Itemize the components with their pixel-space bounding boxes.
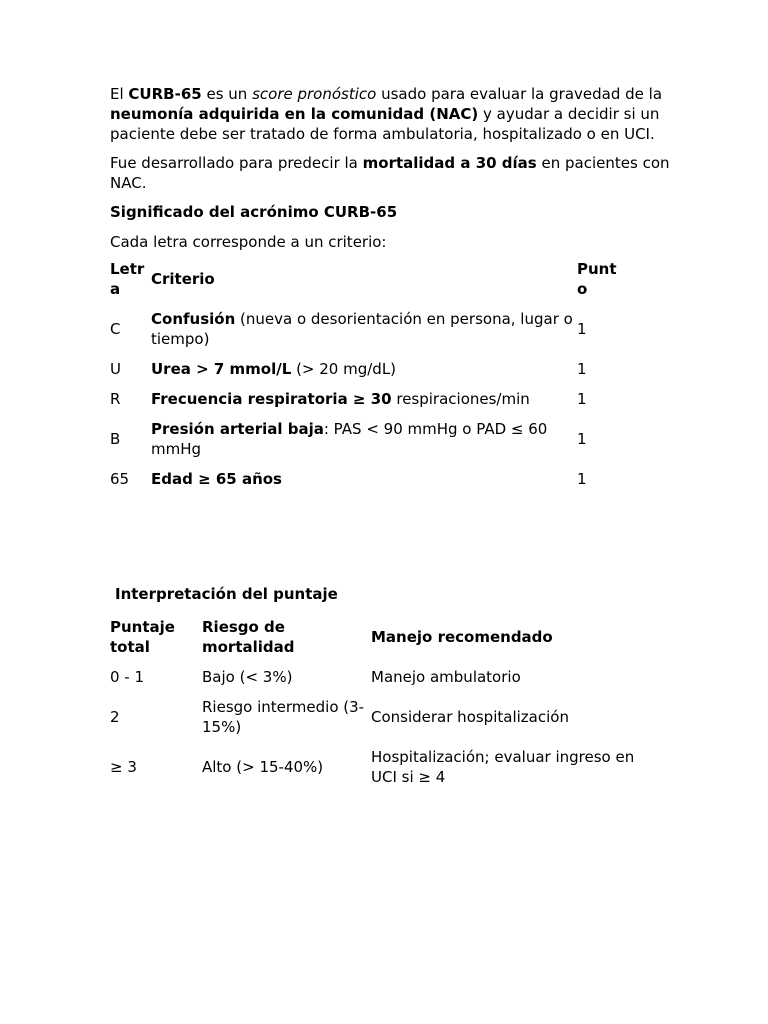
criterio-cell <box>151 384 577 414</box>
riesgo-cell: Alto (> 15-40%) <box>202 758 324 776</box>
table-row <box>110 742 661 792</box>
interpretation-table <box>110 612 661 792</box>
punto-cell: 1 <box>577 360 587 378</box>
punto-cell: 1 <box>577 470 587 488</box>
punto-cell: 1 <box>577 390 587 408</box>
mortality-bold: mortalidad a 30 días <box>362 154 537 172</box>
letra-cell: 65 <box>110 470 130 488</box>
criterio-bold: Edad ≥ 65 años <box>151 470 282 488</box>
letra-cell: R <box>110 390 121 408</box>
header-manejo: Manejo recomendado <box>371 628 553 646</box>
purpose-paragraph <box>110 153 670 193</box>
text-run: Fue desarrollado para predecir la <box>110 154 363 172</box>
criteria-table <box>110 254 623 494</box>
curb65-bold: CURB-65 <box>128 85 202 103</box>
interpretation-heading: Interpretación del puntaje <box>115 585 338 603</box>
text-run: en pacientes con NAC. <box>110 154 670 192</box>
table-header-row <box>110 254 623 304</box>
table-row <box>110 384 623 414</box>
table-row <box>110 414 623 464</box>
table-header-row <box>110 612 661 662</box>
criterio-rest: (nueva o desorientación en persona, lugar o tiempo) <box>151 310 573 348</box>
riesgo-cell: Riesgo intermedio (3-15%) <box>202 698 365 736</box>
criterio-rest: : PAS < 90 mmHg o PAD ≤ 60 mmHg <box>151 420 548 458</box>
criterio-bold: Confusión <box>151 310 236 328</box>
criterio-bold: Urea > 7 mmol/L <box>151 360 292 378</box>
criterio-cell <box>151 464 577 494</box>
table-row <box>110 354 623 384</box>
criterio-rest: respiraciones/min <box>391 390 530 408</box>
manejo-cell: Hospitalización; evaluar ingreso en UCI si ≥ 4 <box>371 748 635 786</box>
punto-cell: 1 <box>577 320 587 338</box>
letra-cell: C <box>110 320 121 338</box>
criterio-bold: Presión arterial baja <box>151 420 324 438</box>
text-run: es un <box>201 85 253 103</box>
text-run: El <box>110 85 129 103</box>
score-italic: score pronóstico <box>252 85 377 103</box>
intro-paragraph <box>110 84 670 144</box>
table-row <box>110 304 623 354</box>
letra-cell: U <box>110 360 121 378</box>
puntaje-cell: 0 - 1 <box>110 668 145 686</box>
letra-cell: B <box>110 430 121 448</box>
criterio-bold: Frecuencia respiratoria ≥ 30 <box>151 390 392 408</box>
acronym-lead: Cada letra corresponde a un criterio: <box>110 233 387 251</box>
manejo-cell: Considerar hospitalización <box>371 708 569 726</box>
puntaje-cell: ≥ 3 <box>110 758 137 776</box>
header-punto: Punto <box>577 260 617 298</box>
text-run: usado para evaluar la gravedad de la <box>376 85 663 103</box>
header-letra: Letra <box>110 260 145 298</box>
criterio-cell <box>151 304 577 354</box>
criterio-rest: (> 20 mg/dL) <box>291 360 397 378</box>
header-criterio: Criterio <box>151 270 215 288</box>
header-riesgo: Riesgo de mortalidad <box>202 618 295 656</box>
puntaje-cell: 2 <box>110 708 120 726</box>
punto-cell: 1 <box>577 430 587 448</box>
header-puntaje: Puntaje total <box>110 618 175 656</box>
criterio-cell <box>151 354 577 384</box>
text-run: y ayudar a decidir si un paciente debe ser tratado de forma ambulatoria, hospitalizado o en UCI. <box>110 105 660 143</box>
document-body <box>110 84 670 494</box>
table-row <box>110 662 661 692</box>
acronym-heading: Significado del acrónimo CURB-65 <box>110 203 398 221</box>
criterio-cell <box>151 414 577 464</box>
table-row <box>110 464 623 494</box>
riesgo-cell: Bajo (< 3%) <box>202 668 293 686</box>
nac-bold: neumonía adquirida en la comunidad (NAC) <box>110 105 479 123</box>
manejo-cell: Manejo ambulatorio <box>371 668 521 686</box>
table-row <box>110 692 661 742</box>
